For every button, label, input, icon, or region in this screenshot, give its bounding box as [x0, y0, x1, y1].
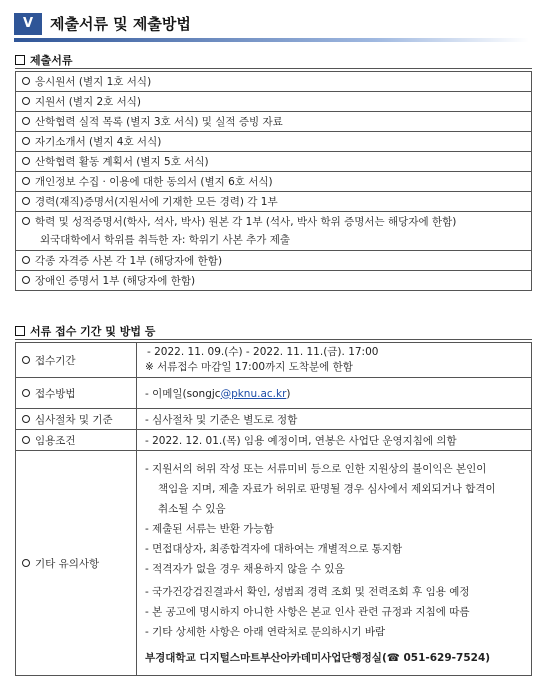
list-item-text: 자기소개서 (별지 4호 서식): [35, 136, 162, 148]
list-item-text: 경력(재직)증명서(지원서에 기재한 모든 경력) 각 1부: [35, 196, 278, 208]
list-item: [16, 72, 532, 92]
appoint-label: 임용조건: [35, 434, 76, 447]
schedule-section-title: 서류 접수 기간 및 방법 등: [30, 325, 156, 338]
method-value-end: ): [286, 387, 291, 400]
appoint-value: - 2022. 12. 01.(목) 임용 예정이며, 연봉은 사업단 운영지침에 의함: [145, 434, 457, 447]
square-bullet-icon: [15, 326, 25, 336]
square-bullet-icon: [15, 55, 25, 65]
docs-section-title: 제출서류: [30, 54, 73, 67]
documents-table: [15, 71, 532, 291]
review-value: - 심사절차 및 기준은 별도로 정함: [145, 413, 298, 426]
circle-bullet-icon: [22, 256, 30, 264]
circle-bullet-icon: [22, 197, 30, 205]
list-item: [16, 212, 532, 251]
list-item-text: 산학협력 활동 계획서 (별지 5호 서식): [35, 156, 209, 168]
list-item-text: 산학협력 실적 목록 (별지 3호 서식) 및 실적 증빙 자료: [35, 116, 283, 128]
note-text: 취소될 수 있음: [158, 502, 226, 515]
circle-bullet-icon: [22, 415, 30, 423]
table-row: [16, 378, 532, 409]
list-item: [16, 152, 532, 172]
table-row: [16, 409, 532, 430]
note-text: - 제출된 서류는 반환 가능함: [145, 522, 274, 535]
note-text: - 적격자가 없을 경우 채용하지 않을 수 있음: [145, 562, 345, 575]
list-item-text: 개인정보 수집 · 이용에 대한 동의서 (별지 6호 서식): [35, 176, 273, 188]
circle-bullet-icon: [22, 97, 30, 105]
docs-section-underline: [15, 68, 532, 69]
note-text: - 본 공고에 명시하지 아니한 사항은 본교 인사 관련 규정과 지침에 따름: [145, 605, 470, 618]
section-header: [14, 13, 529, 35]
circle-bullet-icon: [22, 177, 30, 185]
email-link[interactable]: @pknu.ac.kr: [220, 387, 287, 400]
circle-bullet-icon: [22, 137, 30, 145]
table-row: [16, 430, 532, 451]
section-title: 제출서류 및 제출방법: [50, 15, 191, 33]
list-item: [16, 271, 532, 291]
note-text: - 면접대상자, 최종합격자에 대하여는 개별적으로 통지함: [145, 542, 403, 555]
list-item-text-line2: 외국대학에서 학위를 취득한 자: 학위기 사본 추가 제출: [40, 234, 291, 246]
method-value: - 이메일(songjc: [145, 387, 221, 400]
period-value: - 2022. 11. 09.(수) - 2022. 11. 11.(금). 17:00: [147, 346, 379, 358]
notes-label: 기타 유의사항: [35, 557, 100, 570]
list-item: [16, 251, 532, 271]
list-item: [16, 172, 532, 192]
list-item-text: 장애인 증명서 1부 (해당자에 한함): [35, 275, 196, 287]
circle-bullet-icon: [22, 436, 30, 444]
period-label: 접수기간: [35, 354, 76, 367]
list-item: [16, 112, 532, 132]
period-note: ※ 서류접수 마감일 17:00까지 도착분에 한함: [145, 361, 353, 373]
method-label: 접수방법: [35, 387, 76, 400]
note-text: 책임을 지며, 제출 자료가 허위로 판명될 경우 심사에서 제외되거나 합격이: [158, 482, 496, 495]
docs-section-heading: [15, 52, 73, 68]
header-divider: [14, 38, 529, 42]
table-row: [16, 343, 532, 378]
table-row: [16, 451, 532, 676]
note-text: - 국가건강검진결과서 확인, 성범죄 경력 조회 및 전력조회 후 임용 예정: [145, 585, 470, 598]
list-item: [16, 192, 532, 212]
schedule-section-heading: [15, 323, 155, 339]
list-item-text: 각종 자격증 사본 각 1부 (해당자에 한함): [35, 255, 223, 267]
note-text: - 기타 상세한 사항은 아래 연락처로 문의하시기 바람: [145, 625, 386, 638]
review-label: 심사절차 및 기준: [35, 413, 113, 426]
contact-info: 부경대학교 디지털스마트부산아카데미사업단행정실(☎ 051-629-7524): [145, 651, 491, 664]
circle-bullet-icon: [22, 77, 30, 85]
list-item: [16, 92, 532, 112]
circle-bullet-icon: [22, 157, 30, 165]
schedule-table: [15, 342, 532, 676]
list-item-text: 응시원서 (별지 1호 서식): [35, 76, 152, 88]
circle-bullet-icon: [22, 117, 30, 125]
list-item: [16, 132, 532, 152]
circle-bullet-icon: [22, 559, 30, 567]
note-text: - 지원서의 허위 작성 또는 서류미비 등으로 인한 지원상의 불이익은 본인이: [145, 462, 487, 475]
circle-bullet-icon: [22, 217, 30, 225]
schedule-section-underline: [15, 339, 532, 340]
circle-bullet-icon: [22, 389, 30, 397]
list-item-text: 학력 및 성적증명서(학사, 석사, 박사) 원본 각 1부 (석사, 박사 학위 증명서는 해당자에 한함): [35, 216, 457, 228]
circle-bullet-icon: [22, 356, 30, 364]
section-number: V: [14, 13, 42, 35]
circle-bullet-icon: [22, 276, 30, 284]
list-item-text: 지원서 (별지 2호 서식): [35, 96, 142, 108]
